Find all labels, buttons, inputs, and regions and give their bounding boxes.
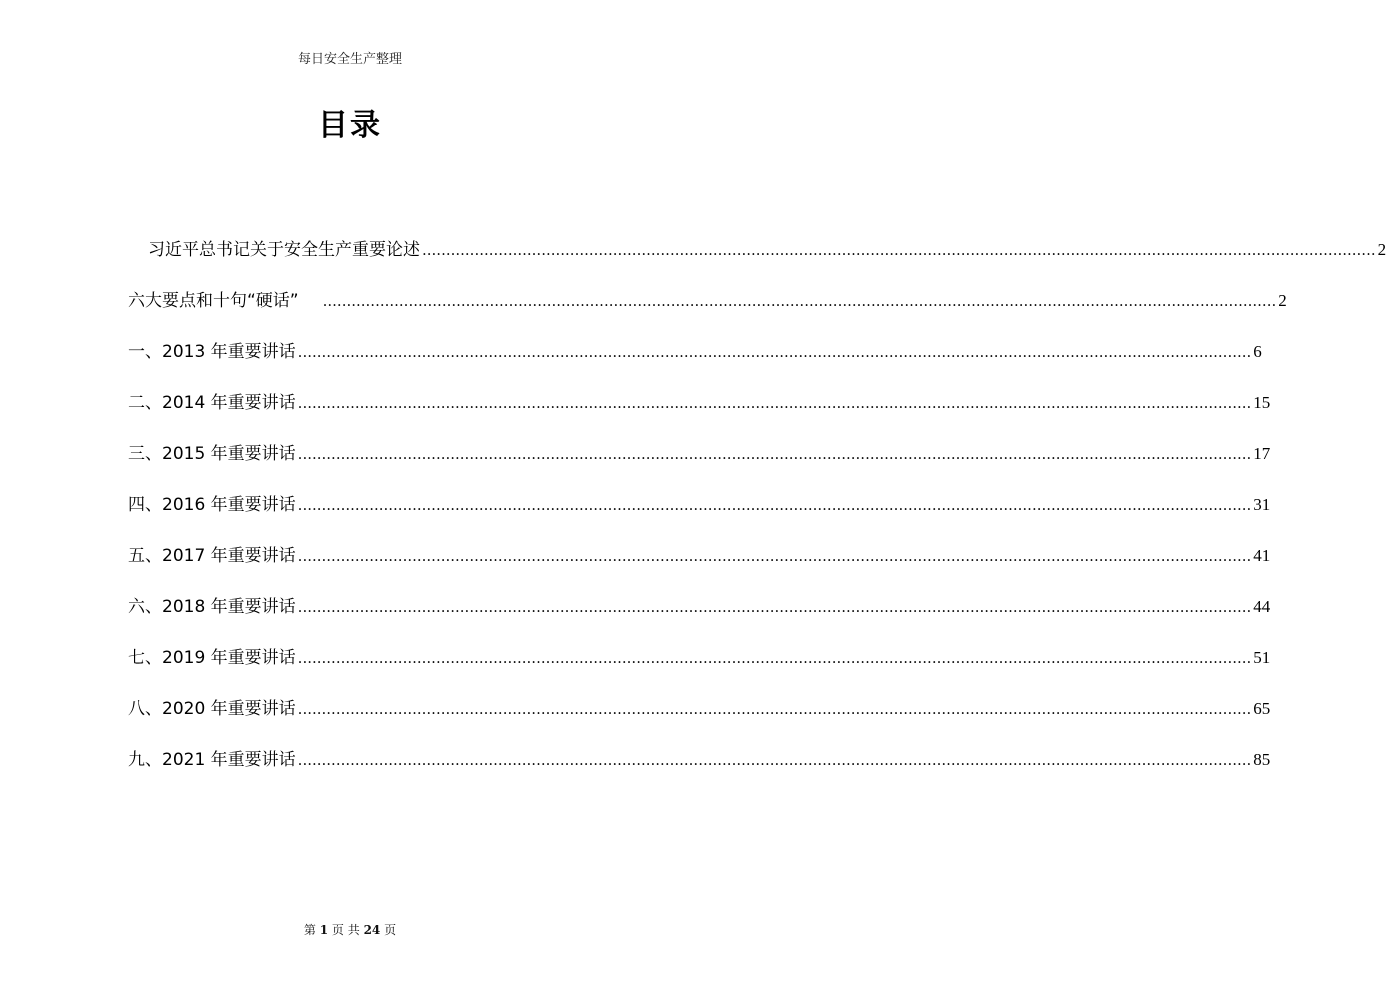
toc-entry-label: 九、2021 年重要讲话 [128, 750, 296, 770]
toc-entry-label: 一、2013 年重要讲话 [128, 342, 296, 362]
footer-total-pages: 24 [363, 923, 381, 937]
toc-entry-label: 六、2018 年重要讲话 [128, 597, 296, 617]
toc-entry[interactable] [128, 214, 1386, 265]
toc-leader-dots: ........................................................................................................................................................................................................ [297, 649, 1252, 667]
toc-leader-dots: ........................................................................................................................................................................................................ [297, 496, 1252, 514]
toc-entry-label: 二、2014 年重要讲话 [128, 393, 296, 413]
toc-entry[interactable] [128, 673, 1271, 724]
toc-leader-dots: ........................................................................................................................................................................................................ [422, 241, 1376, 259]
toc-entry[interactable] [128, 622, 1271, 673]
page-header: 每日安全生产整理 [297, 52, 402, 67]
page-title: 目录 [318, 108, 382, 143]
toc-entry[interactable] [128, 265, 1287, 316]
toc-entry-label: 五、2017 年重要讲话 [128, 546, 296, 566]
footer-mid: 页 共 [331, 923, 360, 937]
toc-entry-page: 51 [1253, 648, 1271, 667]
toc-entry-page: 2 [1278, 291, 1287, 310]
toc-entry[interactable] [128, 367, 1271, 418]
toc-entry[interactable] [128, 520, 1271, 571]
toc-leader-dots: ........................................................................................................................................................................................................ [297, 547, 1252, 565]
toc-entry[interactable] [128, 571, 1271, 622]
toc-entry-page: 85 [1253, 750, 1271, 769]
toc-entry-page: 41 [1253, 546, 1271, 565]
toc-entry-label: 八、2020 年重要讲话 [128, 699, 296, 719]
toc-leader-dots: ........................................................................................................................................................................................................ [297, 751, 1252, 769]
toc-leader-dots: ........................................................................................................................................................................................................ [322, 292, 1277, 310]
toc-leader-dots: ........................................................................................................................................................................................................ [297, 343, 1252, 361]
toc-leader-dots: ........................................................................................................................................................................................................ [297, 445, 1252, 463]
toc-leader-dots: ........................................................................................................................................................................................................ [297, 700, 1252, 718]
toc-entry[interactable] [128, 469, 1271, 520]
toc-entry[interactable] [128, 316, 1262, 367]
toc-entry[interactable] [128, 724, 1271, 775]
toc-entry-label: 七、2019 年重要讲话 [128, 648, 296, 668]
footer-current-page: 1 [319, 923, 329, 937]
toc-entry-page: 15 [1253, 393, 1271, 412]
toc-entry-page: 65 [1253, 699, 1271, 718]
table-of-contents [128, 214, 1386, 775]
toc-entry-label: 三、2015 年重要讲话 [128, 444, 296, 464]
toc-entry-page: 31 [1253, 495, 1271, 514]
page-footer [0, 921, 700, 938]
toc-entry-page: 2 [1377, 240, 1386, 259]
toc-entry-label: 六大要点和十句“硬话” [128, 291, 299, 311]
toc-leader-dots: ........................................................................................................................................................................................................ [297, 598, 1252, 616]
toc-entry-page: 44 [1253, 597, 1271, 616]
toc-entry-label: 习近平总书记关于安全生产重要论述 [148, 240, 420, 260]
toc-entry[interactable] [128, 418, 1271, 469]
footer-suffix: 页 [384, 923, 397, 937]
toc-entry-page: 6 [1253, 342, 1262, 361]
toc-entry-label: 四、2016 年重要讲话 [128, 495, 296, 515]
toc-leader-dots: ........................................................................................................................................................................................................ [297, 394, 1252, 412]
toc-entry-page: 17 [1253, 444, 1271, 463]
footer-prefix: 第 [303, 923, 316, 937]
